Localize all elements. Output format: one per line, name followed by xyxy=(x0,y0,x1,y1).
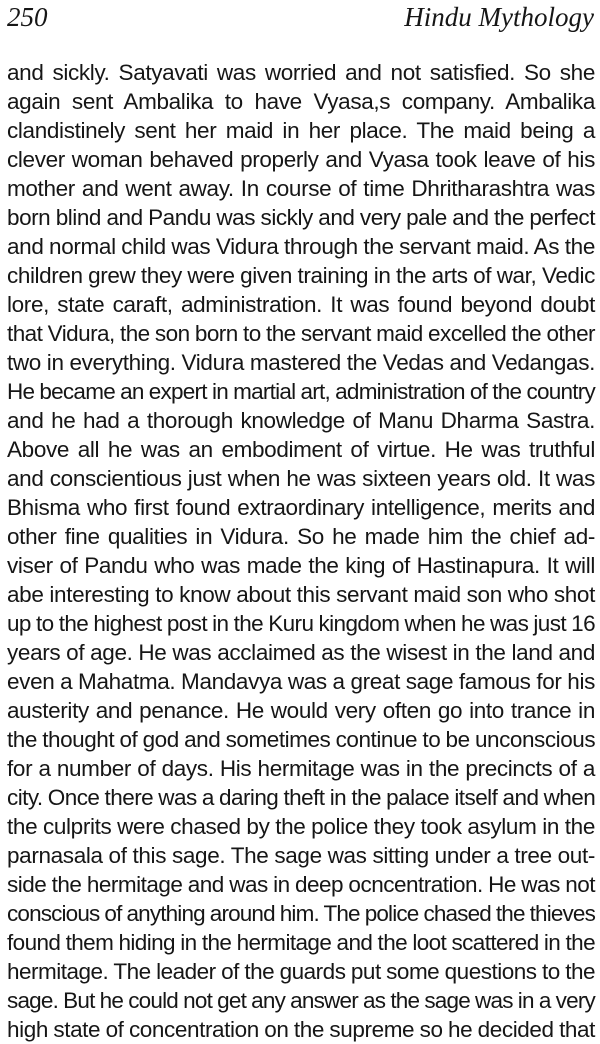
text-line: other fine qualities in Vidura. So he made him the chief ad- xyxy=(7,524,595,549)
text-line: up to the highest post in the Kuru kingdom when he was just 16 xyxy=(7,611,595,636)
text-line: viser of Pandu who was made the king of Hastinapura. It will xyxy=(7,553,595,578)
text-line: that Vidura, the son born to the servant maid excelled the other xyxy=(7,321,595,346)
text-line: clever woman behaved properly and Vyasa took leave of his xyxy=(7,147,595,172)
text-line: for a number of days. His hermitage was in the precincts of a xyxy=(7,756,595,781)
body-text xyxy=(7,58,595,1044)
text-line: and conscientious just when he was sixteen years old. It was xyxy=(7,466,595,491)
text-line: conscious of anything around him. The police chased the thieves xyxy=(7,901,595,926)
text-line: again sent Ambalika to have Vyasa,s company. Ambalika xyxy=(7,89,595,114)
text-line: Above all he was an embodiment of virtue. He was truthful xyxy=(7,437,595,462)
text-line: even a Mahatma. Mandavya was a great sage famous for his xyxy=(7,669,595,694)
text-line: born blind and Pandu was sickly and very pale and the perfect xyxy=(7,205,595,230)
text-line: sage. But he could not get any answer as the sage was in a very xyxy=(7,988,595,1013)
text-line: the thought of god and sometimes continue to be unconscious xyxy=(7,727,596,752)
text-line: side the hermitage and was in deep ocncentration. He was not xyxy=(7,872,595,897)
text-line: years of age. He was acclaimed as the wisest in the land and xyxy=(7,640,595,665)
text-line: He became an expert in martial art, administration of the country xyxy=(7,379,595,404)
text-line: clandistinely sent her maid in her place. The maid being a xyxy=(7,118,595,143)
text-line: high state of concentration on the supreme so he decided that xyxy=(7,1017,595,1042)
text-line: children grew they were given training in the arts of war, Vedic xyxy=(7,263,595,288)
text-line: hermitage. The leader of the guards put some questions to the xyxy=(7,959,595,984)
text-line: abe interesting to know about this servant maid son who shot xyxy=(7,582,595,607)
text-line: mother and went away. In course of time Dhritharashtra was xyxy=(7,176,595,201)
text-line: two in everything. Vidura mastered the Vedas and Vedangas. xyxy=(7,350,595,375)
running-head: Hindu Mythology xyxy=(404,2,594,32)
text-line: the culprits were chased by the police they took asylum in the xyxy=(7,814,595,839)
text-line: lore, state caraft, administration. It was found beyond doubt xyxy=(7,292,595,317)
page-number: 250 xyxy=(7,2,48,32)
text-line: austerity and penance. He would very often go into trance in xyxy=(7,698,595,723)
page-header xyxy=(7,0,594,34)
text-line: city. Once there was a daring theft in the palace itself and when xyxy=(7,785,596,810)
text-line: and sickly. Satyavati was worried and not satisfied. So she xyxy=(7,60,595,85)
text-line: parnasala of this sage. The sage was sitting under a tree out- xyxy=(7,843,595,868)
text-line: Bhisma who first found extraordinary intelligence, merits and xyxy=(7,495,595,520)
text-line: and he had a thorough knowledge of Manu Dharma Sastra. xyxy=(7,408,595,433)
text-line: and normal child was Vidura through the servant maid. As the xyxy=(7,234,595,259)
text-line: found them hiding in the hermitage and the loot scattered in the xyxy=(7,930,595,955)
